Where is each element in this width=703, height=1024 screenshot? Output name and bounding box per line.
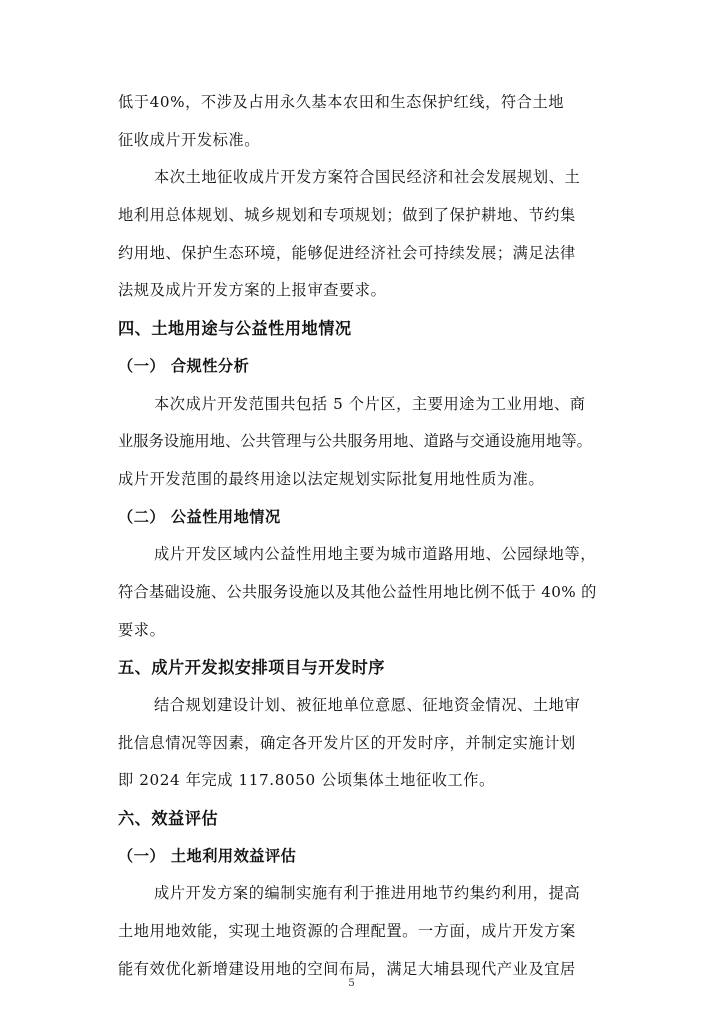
section-heading: 六、效益评估 [118,809,219,829]
subsection-heading: （一） 合规性分析 [118,356,250,375]
paragraph-line: 业服务设施用地、公共管理与公共服务用地、道路与交通设施用地等。 [118,432,592,451]
paragraph-line: 成片开发方案的编制实施有利于推进用地节约集约利用，提高 [154,884,581,903]
subsection-heading: （二） 公益性用地情况 [118,507,281,526]
paragraph-line: 成片开发范围的最终用途以法定规划实际批复用地性质为准。 [118,469,545,488]
paragraph-line: 即 2024 年完成 117.8050 公顷集体土地征收工作。 [118,771,495,790]
paragraph-line: 法规及成片开发方案的上报审查要求。 [118,281,387,300]
section-heading: 四、土地用途与公益性用地情况 [118,319,352,339]
paragraph-line: 批信息情况等因素，确定各开发片区的开发时序，并制定实施计划 [118,733,576,752]
section-heading: 五、成片开发拟安排项目与开发时序 [118,658,385,678]
subsection-heading: （一） 土地利用效益评估 [118,846,297,865]
paragraph-line: 符合基础设施、公共服务设施以及其他公益性用地比例不低于 40% 的 [118,582,597,601]
page-number: 5 [348,978,355,989]
paragraph-line: 成片开发区域内公益性用地主要为城市道路用地、公园绿地等， [154,545,597,564]
paragraph-line: 低于40%，不涉及占用永久基本农田和生态保护红线，符合土地 [118,93,565,111]
document-body [118,84,598,989]
paragraph-line: 土地用地效能，实现土地资源的合理配置。一方面，成片开发方案 [118,922,576,941]
paragraph-line: 本次土地征收成片开发方案符合国民经济和社会发展规划、土 [154,168,581,187]
paragraph-line: 能有效优化新增建设用地的空间布局，满足大埔县现代产业及宜居 [118,959,576,978]
paragraph-line: 结合规划建设计划、被征地单位意愿、征地资金情况、土地审 [154,696,581,714]
paragraph-line: 地利用总体规划、城乡规划和专项规划；做到了保护耕地、节约集 [118,206,576,225]
paragraph-line: 征收成片开发标准。 [118,130,261,149]
paragraph-line: 本次成片开发范围共包括 5 个片区，主要用途为工业用地、商 [154,394,586,413]
paragraph-line: 约用地、保护生态环境，能够促进经济社会可持续发展；满足法律 [118,243,576,262]
paragraph-line: 要求。 [118,620,166,639]
